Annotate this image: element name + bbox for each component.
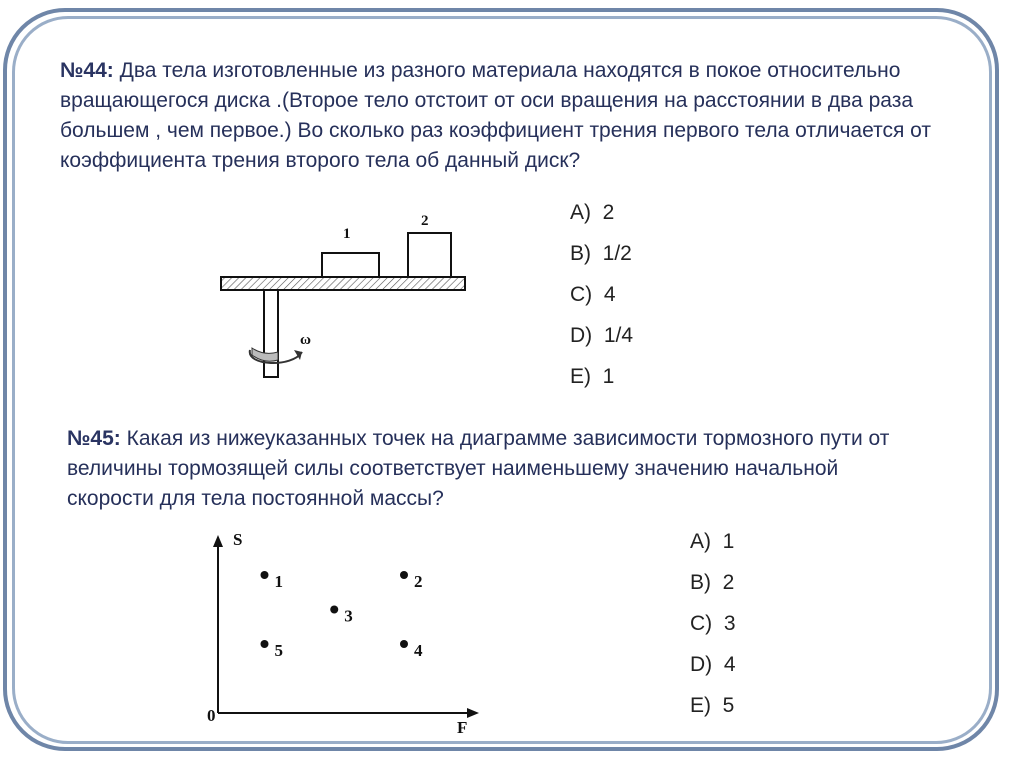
answer-value: 1/2 xyxy=(602,242,632,265)
diagram-point-label-5: 5 xyxy=(274,641,283,660)
answer-value: 4 xyxy=(723,653,736,676)
omega-label: ω xyxy=(300,332,311,348)
diagram-point-label-1: 1 xyxy=(274,572,283,591)
y-axis-label: S xyxy=(233,530,243,549)
answer-letter: E) xyxy=(570,365,591,388)
disk-surface xyxy=(221,277,465,290)
stopping-distance-diagram xyxy=(195,525,485,740)
answer-option[interactable] xyxy=(570,202,633,243)
answer-letter: D) xyxy=(690,653,713,676)
answer-option[interactable] xyxy=(690,654,736,695)
answer-letter: C) xyxy=(690,612,713,635)
answer-letter: A) xyxy=(570,201,591,224)
answer-letter: B) xyxy=(690,571,711,594)
body-1 xyxy=(322,253,379,277)
question-45-answers xyxy=(690,531,736,736)
body-2-label: 2 xyxy=(421,213,429,229)
answer-option[interactable] xyxy=(690,572,736,613)
diagram-point-2 xyxy=(400,571,408,579)
answer-value: 1 xyxy=(602,365,615,388)
diagram-point-label-3: 3 xyxy=(344,606,353,626)
question-44-text xyxy=(60,56,960,176)
question-44-body: Два тела изготовленные из разного материала находятся в покое относительно вращающегося диска .(Второе тело отстоит от оси вращения на расстоянии в два раза большем , чем первое.) Во сколько раз коэффициент трения первого тела отличается от коэффициента трения второго тела об данный диск? xyxy=(60,59,932,172)
question-45-number: №45: xyxy=(67,427,121,450)
question-45-text xyxy=(67,424,927,514)
answer-option[interactable] xyxy=(570,366,633,407)
answer-letter: A) xyxy=(690,530,711,553)
x-axis-label: F xyxy=(457,718,468,737)
origin-label: 0 xyxy=(207,706,216,725)
answer-value: 1/4 xyxy=(603,324,634,347)
y-axis-arrow-icon xyxy=(213,535,223,547)
answer-value: 2 xyxy=(602,201,615,224)
body-1-label: 1 xyxy=(343,226,351,242)
diagram-point-1 xyxy=(261,571,269,579)
answer-letter: C) xyxy=(570,283,593,306)
diagram-point-4 xyxy=(400,640,408,648)
question-45-body: Какая из нижеуказанных точек на диаграмме зависимости тормозного пути от величины тормозящей силы соответствует наименьшему значению начальной скорости для тела постоянной массы? xyxy=(67,427,890,510)
question-44-number: №44: xyxy=(60,59,114,82)
rotating-disk-figure xyxy=(210,200,480,385)
answer-value: 2 xyxy=(722,571,735,594)
answer-value: 3 xyxy=(723,612,736,635)
answer-letter: B) xyxy=(570,242,591,265)
question-44-answers xyxy=(570,202,633,407)
answer-option[interactable] xyxy=(570,243,633,284)
diagram-point-5 xyxy=(261,640,269,648)
answer-letter: D) xyxy=(570,324,593,347)
answer-value: 1 xyxy=(722,530,735,553)
diagram-point-label-4: 4 xyxy=(414,641,423,660)
answer-option[interactable] xyxy=(690,531,736,572)
answer-value: 5 xyxy=(722,694,735,717)
x-axis-arrow-icon xyxy=(467,708,479,718)
answer-option[interactable] xyxy=(690,613,736,654)
diagram-point-label-2: 2 xyxy=(414,572,423,591)
diagram-point-3 xyxy=(330,606,338,614)
answer-value: 4 xyxy=(603,283,616,306)
answer-option[interactable] xyxy=(690,695,736,736)
answer-option[interactable] xyxy=(570,284,633,325)
answer-letter: E) xyxy=(690,694,711,717)
answer-option[interactable] xyxy=(570,325,633,366)
body-2 xyxy=(408,233,451,277)
